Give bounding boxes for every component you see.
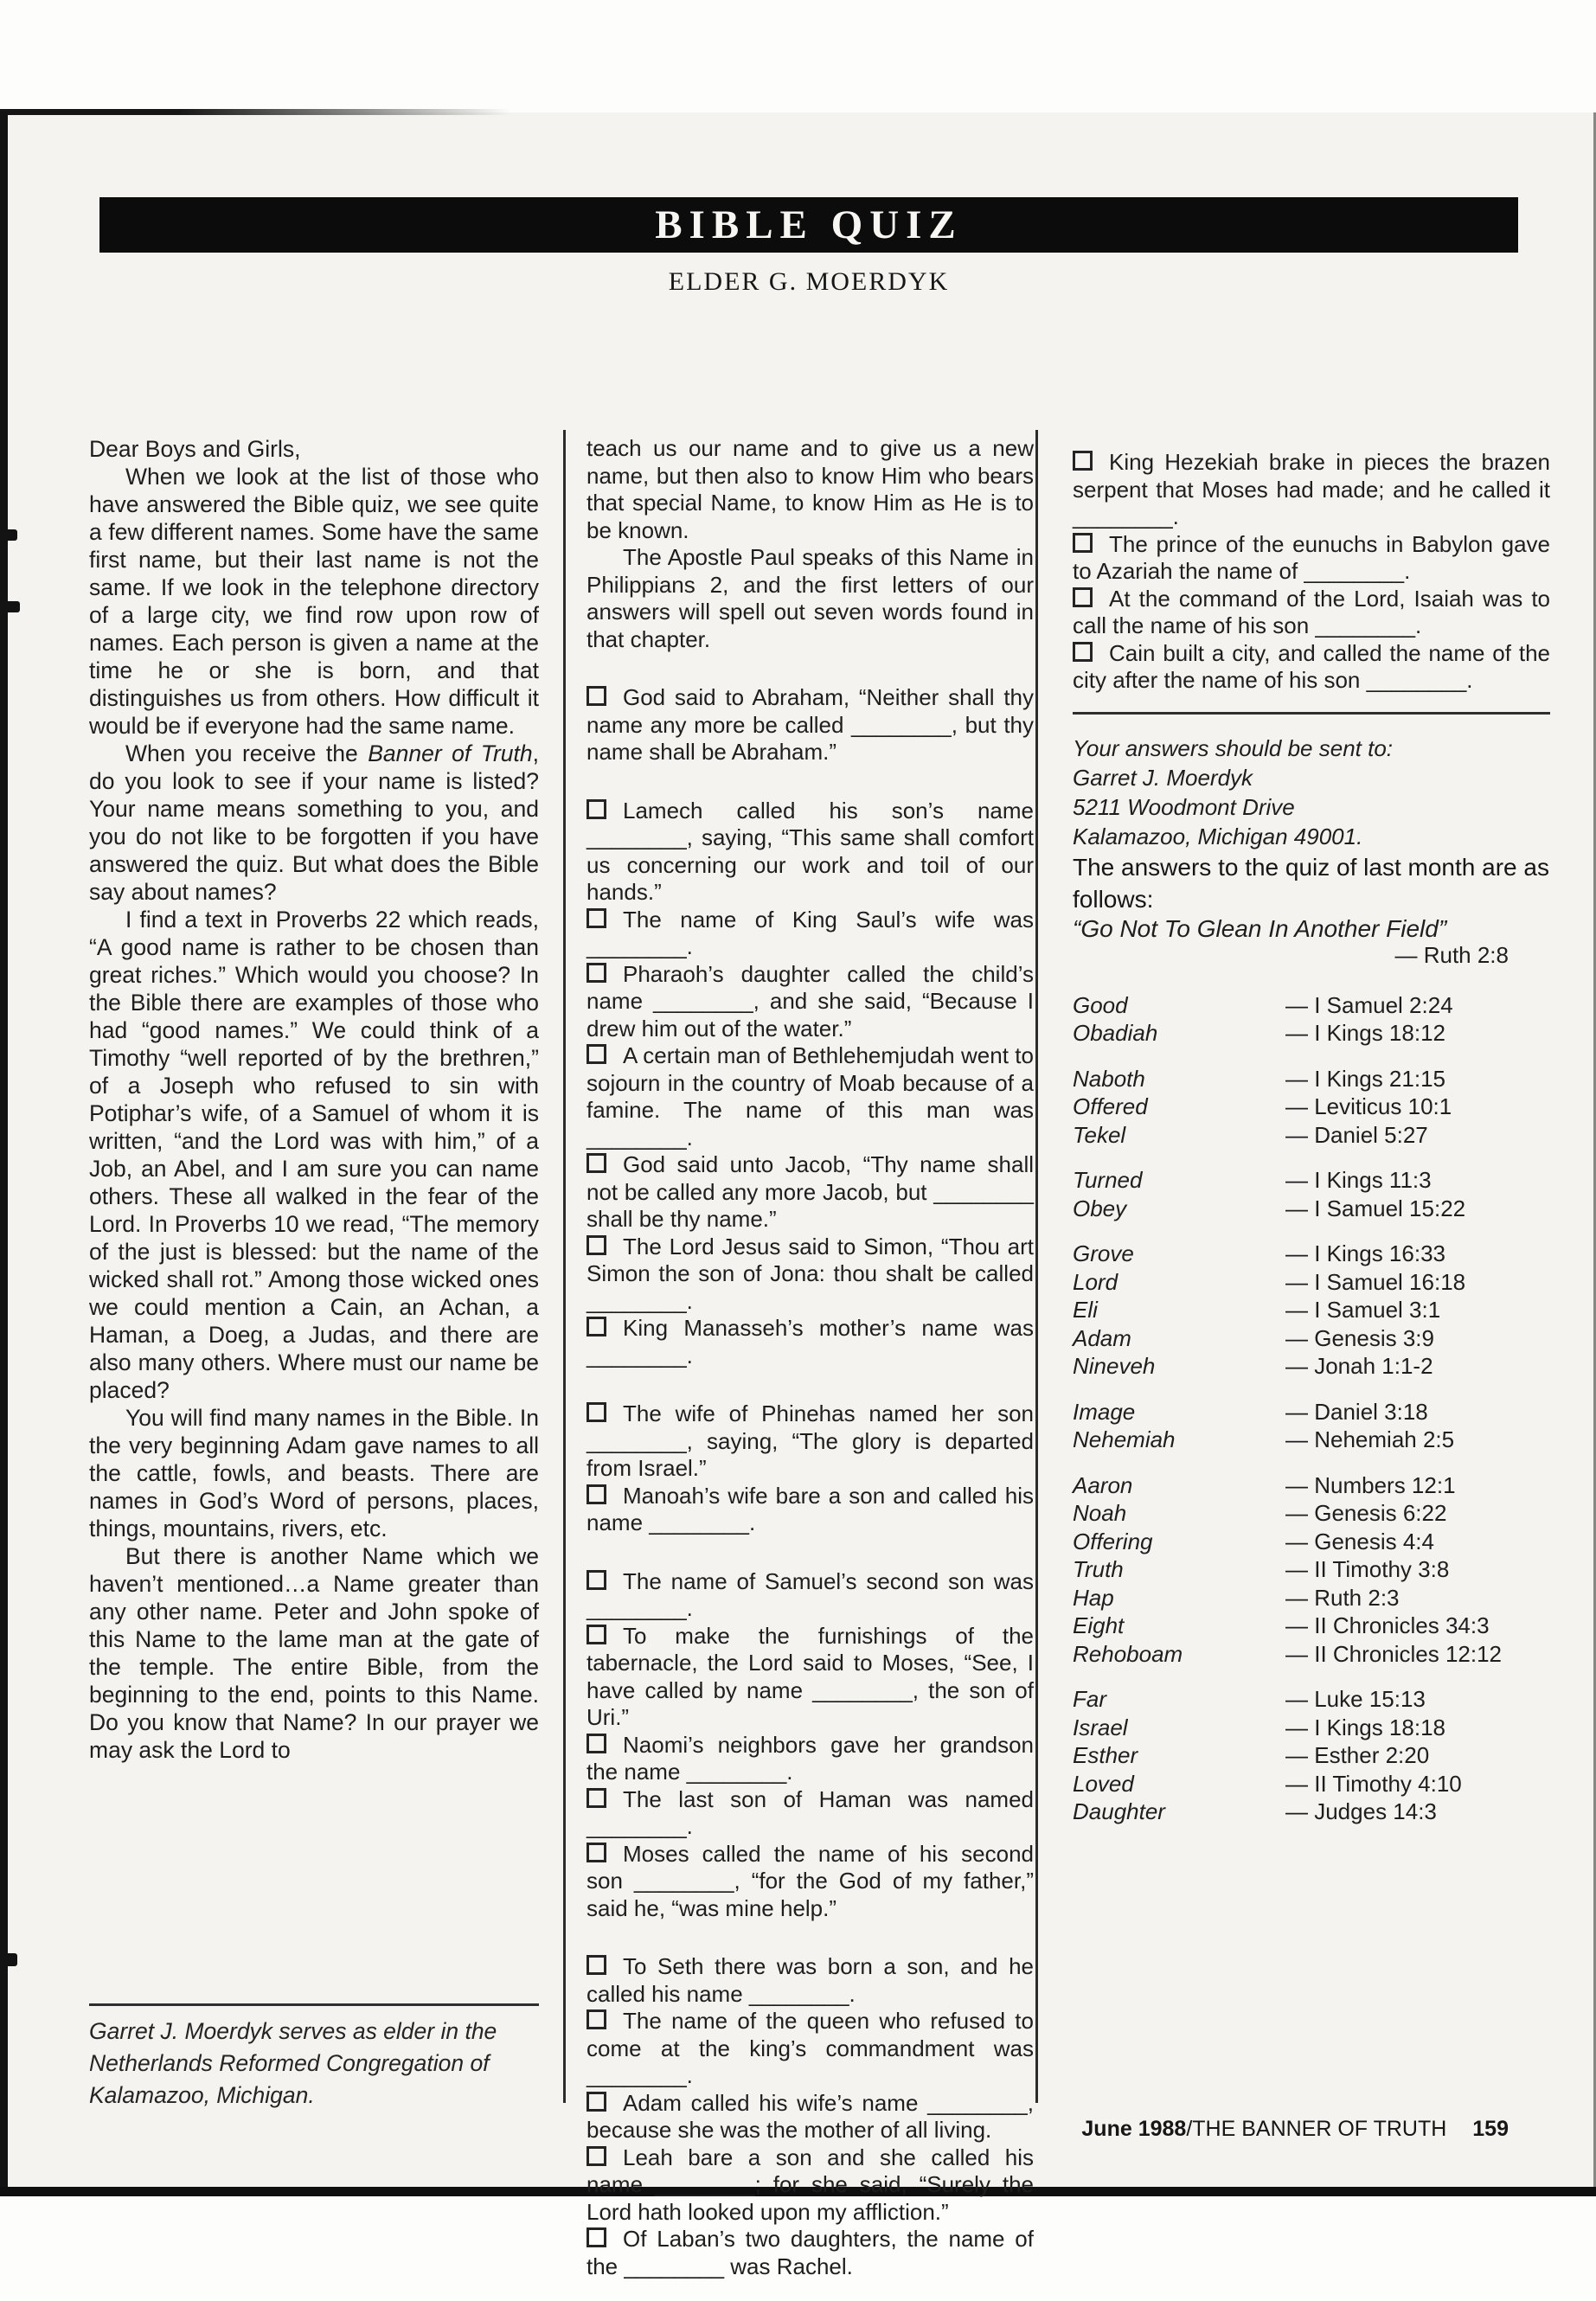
answer-row	[1073, 1612, 1550, 1641]
quiz-question	[586, 2144, 1034, 2227]
footnote-rule	[89, 2003, 539, 2006]
mailing-address	[1073, 734, 1550, 851]
question-text: At the command of the Lord, Isaiah was to call the name of his son ________.	[1073, 585, 1550, 638]
answer-row	[1073, 1325, 1550, 1354]
question-text: The name of the queen who refused to come at the king’s commandment was ________.	[586, 2008, 1034, 2088]
question-text: Of Laban’s two daughters, the name of the ________ was Rachel.	[586, 2226, 1034, 2279]
column-quiz-questions	[586, 435, 1034, 2280]
answer-word: Adam	[1073, 1324, 1131, 1351]
scan-mark	[0, 1953, 17, 1966]
paragraph-text: When you receive the	[125, 740, 369, 766]
quiz-question	[586, 1315, 1034, 1369]
question-text: To make the furnishings of the tabernacle, the Lord said to Moses, “See, I have called by name ________, the son of Uri.”	[586, 1622, 1034, 1730]
question-text: The Lord Jesus said to Simon, “Thou art Simon the son of Jona: thou shalt be called ________.	[586, 1233, 1034, 1314]
question-text: King Hezekiah brake in pieces the brazen serpent that Moses had made; and he called it ________.	[1073, 449, 1550, 529]
answer-row	[1073, 1020, 1550, 1048]
question-text: The wife of Phinehas named her son ________, saying, “The glory is departed from Israel.”	[586, 1400, 1034, 1481]
answer-row	[1073, 1122, 1550, 1150]
answer-word: Nineveh	[1073, 1353, 1156, 1379]
answer-word: Obey	[1073, 1195, 1127, 1221]
checkbox-icon[interactable]	[586, 799, 606, 819]
answer-reference: — Daniel 5:27	[1285, 1121, 1428, 1148]
paragraph-text: , do you look to see if your name is listed? Your name means something to you, and you do not like to be forgotten if you have answered the quiz. But what does the Bible say about names?	[89, 740, 540, 905]
page-footer	[1073, 2117, 1509, 2142]
answers-heading: The answers to the quiz of last month are as follows:	[1073, 853, 1549, 913]
question-text: The name of King Saul’s wife was ________.	[586, 906, 1034, 959]
answer-word: Tekel	[1073, 1121, 1126, 1148]
answer-word: Aaron	[1073, 1471, 1133, 1498]
answer-reference: — Judges 14:3	[1285, 1798, 1437, 1824]
answer-reference: — I Samuel 16:18	[1285, 1268, 1466, 1295]
quiz-question	[586, 961, 1034, 1043]
answer-row	[1073, 1093, 1550, 1122]
salutation: Dear Boys and Girls,	[89, 436, 301, 462]
answers-list	[1073, 992, 1550, 1827]
answer-reference: — II Timothy 3:8	[1285, 1556, 1450, 1582]
answer-reference: — I Kings 18:18	[1285, 1714, 1445, 1740]
question-text: The name of Samuel’s second son was ________.	[586, 1567, 1034, 1621]
answer-word: Grove	[1073, 1240, 1134, 1266]
answer-row	[1073, 1353, 1550, 1381]
answer-row	[1073, 1066, 1550, 1094]
question-text: God said to Abraham, “Neither shall thy name any more be called ________, but thy name shall be Abraham.”	[586, 684, 1034, 765]
question-text: Moses called the name of his second son ________, “for the God of my father,” said he, “was mine help.”	[586, 1840, 1034, 1921]
answer-reference: — II Timothy 4:10	[1285, 1770, 1462, 1797]
checkbox-icon[interactable]	[586, 1788, 606, 1808]
answer-word: Eight	[1073, 1612, 1125, 1638]
author-footnote: Garret J. Moerdyk serves as elder in the Netherlands Reformed Congregation of Kalamazoo, Michigan.	[89, 2018, 497, 2108]
scan-edge-left	[0, 111, 8, 2194]
answer-word: Offered	[1073, 1093, 1148, 1119]
checkbox-icon[interactable]	[586, 1044, 606, 1064]
answer-row	[1073, 1426, 1550, 1455]
answer-reference: — Leviticus 10:1	[1285, 1093, 1452, 1119]
answer-word: Truth	[1073, 1556, 1124, 1582]
quiz-question	[586, 798, 1034, 907]
street-address: 5211 Woodmont Drive	[1073, 793, 1295, 820]
quiz-question	[586, 1841, 1034, 1923]
answer-row	[1073, 1399, 1550, 1427]
quiz-question	[586, 684, 1034, 766]
checkbox-icon[interactable]	[586, 2146, 606, 2166]
question-text: To Seth there was born a son, and he called his name ________.	[586, 1953, 1034, 2007]
checkbox-icon[interactable]	[1073, 451, 1093, 471]
answer-reference: — I Samuel 2:24	[1285, 991, 1453, 1018]
recipient-name: Garret J. Moerdyk	[1073, 764, 1253, 791]
quiz-question	[586, 907, 1034, 961]
answer-reference: — Genesis 3:9	[1285, 1324, 1434, 1351]
quiz-question	[586, 1568, 1034, 1623]
question-text: Manoah’s wife bare a son and called his name ________.	[586, 1482, 1034, 1535]
answer-reference: — Esther 2:20	[1285, 1742, 1430, 1768]
question-text: Cain built a city, and called the name of the city after the name of his son ________.	[1073, 639, 1550, 693]
magazine-name: Banner of Truth	[368, 740, 533, 766]
answer-reference: — I Kings 11:3	[1285, 1167, 1432, 1193]
answer-row	[1073, 1472, 1550, 1501]
checkbox-icon[interactable]	[586, 908, 606, 928]
letter-paragraph	[89, 740, 539, 906]
answer-reference: — I Kings 18:12	[1285, 1020, 1445, 1046]
checkbox-icon[interactable]	[586, 2009, 606, 2029]
answer-reference: — Numbers 12:1	[1285, 1471, 1456, 1498]
answer-word: Good	[1073, 991, 1128, 1018]
answer-word: Israel	[1073, 1714, 1128, 1740]
answer-row	[1073, 1585, 1550, 1613]
answer-row	[1073, 1167, 1550, 1195]
column-letter	[89, 435, 539, 1764]
answer-row	[1073, 1641, 1550, 1670]
letter-paragraph: But there is another Name which we haven’t mentioned…a Name greater than any other name. Peter and John spoke of this Name to the lame man at the gate of the temple. The entire Bible, from the beginning to the end, points to this Name. Do you know that Name? In our prayer we may ask the Lord to	[89, 1543, 539, 1763]
quiz-question	[1073, 531, 1550, 586]
answer-row	[1073, 1269, 1550, 1298]
answer-word: Loved	[1073, 1770, 1134, 1797]
question-text: Lamech called his son’s name ________, saying, “This same shall comfort us concerning our work and toil of our hands.”	[586, 797, 1034, 905]
question-text: God said unto Jacob, “Thy name shall not be called any more Jacob, but ________ shall be thy name.”	[586, 1151, 1034, 1232]
city-address: Kalamazoo, Michigan 49001.	[1073, 823, 1363, 849]
answer-row	[1073, 1195, 1550, 1224]
quiz-question	[586, 1786, 1034, 1841]
quiz-question	[586, 2008, 1034, 2090]
checkbox-icon[interactable]	[586, 1317, 606, 1336]
checkbox-icon[interactable]	[586, 1843, 606, 1862]
answer-reference: — Luke 15:13	[1285, 1686, 1426, 1712]
question-text: A certain man of Bethlehemjudah went to sojourn in the country of Moab because of a famine. The name of this man was ________.	[586, 1042, 1034, 1150]
answer-row	[1073, 1715, 1550, 1743]
answer-word: Hap	[1073, 1584, 1114, 1611]
answer-row	[1073, 1529, 1550, 1557]
scan-mark	[0, 601, 20, 612]
send-to-label: Your answers should be sent to:	[1073, 734, 1394, 761]
question-text: Pharaoh’s daughter called the child’s name ________, and she said, “Because I drew him out of the water.”	[586, 960, 1034, 1042]
quiz-question	[586, 1483, 1034, 1537]
letter-paragraph: I find a text in Proverbs 22 which reads, “A good name is rather to be chosen than great riches.” Which would you choose? In the Bible there are examples of those who had “good names.” We could think of a Timothy “well reported of by the brethren,” of a Joseph who refused to sin with Potiphar’s wife, of a Samuel of whom it is written, “and the Lord was with him,” of a Job, an Abel, and I am sure you can name others. These all walked in the fear of the Lord. In Proverbs 10 we read, “The memory of the just is blessed: but the name of the wicked shall rot.” Among those wicked ones we could mention a Cain, an Achan, a Haman, a Doeg, a Judas, and there are also many others. Where must our name be placed?	[89, 907, 539, 1403]
quiz-question	[586, 1623, 1034, 1732]
answer-word: Esther	[1073, 1742, 1138, 1768]
quiz-question	[586, 2226, 1034, 2280]
section-rule	[1073, 712, 1550, 715]
answer-reference: — Ruth 2:3	[1285, 1584, 1400, 1611]
answer-row	[1073, 1798, 1550, 1827]
answer-word: Nehemiah	[1073, 1426, 1176, 1452]
question-text: Naomi’s neighbors gave her grandson the name ________.	[586, 1731, 1034, 1785]
column-divider	[1035, 430, 1038, 2103]
answer-reference: — Jonah 1:1-2	[1285, 1353, 1433, 1379]
byline: ELDER G. MOERDYK	[668, 267, 950, 296]
letter-paragraph: You will find many names in the Bible. In the very beginning Adam gave names to all the cattle, fowls, and beasts. There are names in God’s Word of persons, places, things, mountains, rivers, etc.	[89, 1405, 539, 1541]
column-answers	[1073, 435, 1550, 1827]
intro-paragraph: The Apostle Paul speaks of this Name in Philippians 2, and the first letters of our answers will spell out seven words found in that chapter.	[586, 544, 1034, 652]
answer-reference: — II Chronicles 34:3	[1285, 1612, 1490, 1638]
answer-reference: — Genesis 4:4	[1285, 1528, 1434, 1554]
answer-word: Obadiah	[1073, 1020, 1158, 1046]
scan-mark	[0, 529, 17, 541]
question-text: The prince of the eunuchs in Babylon gave to Azariah the name of ________.	[1073, 530, 1550, 584]
checkbox-icon[interactable]	[586, 1625, 606, 1644]
checkbox-icon[interactable]	[586, 2092, 606, 2112]
page-title: BIBLE QUIZ	[655, 202, 963, 247]
question-text: Leah bare a son and she called his name ________; for she said, “Surely the Lord hath looked upon my affliction.”	[586, 2144, 1034, 2225]
answer-word: Offering	[1073, 1528, 1153, 1554]
answer-reference: — II Chronicles 12:12	[1285, 1640, 1503, 1667]
quiz-question	[1073, 640, 1550, 695]
intro-paragraph: teach us our name and to give us a new name, but then also to know Him who bears that special Name, to know Him as He is to be known.	[586, 435, 1034, 543]
answer-word: Eli	[1073, 1297, 1098, 1323]
question-text: The last son of Haman was named ________.	[586, 1785, 1034, 1839]
quiz-question	[586, 1953, 1034, 2008]
answer-reference: — Daniel 3:18	[1285, 1398, 1428, 1425]
answer-reference: — Nehemiah 2:5	[1285, 1426, 1455, 1452]
answer-row	[1073, 1742, 1550, 1771]
letter-paragraph: When we look at the list of those who have answered the Bible quiz, we see quite a few different names. Some have the same first name, but their last name is not the same. If we look in the telephone directory of a large city, we find row upon row of names. Each person is given a name at the time he or she is born, and that distinguishes us from others. How difficult it would be if everyone had the same name.	[89, 464, 539, 739]
checkbox-icon[interactable]	[586, 1153, 606, 1173]
quiz-question	[586, 1042, 1034, 1151]
answer-row	[1073, 1556, 1550, 1585]
quiz-question	[586, 1732, 1034, 1786]
answer-word: Naboth	[1073, 1065, 1145, 1092]
checkbox-icon[interactable]	[586, 1484, 606, 1504]
answer-word: Turned	[1073, 1167, 1143, 1193]
answer-reference: — I Samuel 15:22	[1285, 1195, 1466, 1221]
checkbox-icon[interactable]	[1073, 642, 1093, 662]
checkbox-icon[interactable]	[586, 1570, 606, 1590]
answer-reference: — I Kings 21:15	[1285, 1065, 1445, 1092]
quiz-question	[586, 1400, 1034, 1483]
checkbox-icon[interactable]	[586, 1402, 606, 1422]
checkbox-icon[interactable]	[586, 686, 606, 706]
answer-word: Noah	[1073, 1500, 1127, 1526]
journal-name: /THE BANNER OF TRUTH	[1186, 2117, 1447, 2141]
answer-word: Image	[1073, 1398, 1136, 1425]
answer-row	[1073, 1297, 1550, 1325]
question-text: King Manasseh’s mother’s name was ________.	[586, 1315, 1034, 1368]
answer-row	[1073, 1500, 1550, 1529]
quiz-question	[1073, 449, 1550, 531]
answer-reference: — I Samuel 3:1	[1285, 1297, 1441, 1323]
answer-word: Far	[1073, 1686, 1106, 1712]
answer-word: Rehoboam	[1073, 1640, 1183, 1667]
answer-row	[1073, 1686, 1550, 1715]
checkbox-icon[interactable]	[586, 2227, 606, 2247]
quiz-question	[586, 1151, 1034, 1234]
last-month-quiz-title: “Go Not To Glean In Another Field”	[1073, 914, 1447, 942]
quiz-title-reference: — Ruth 2:8	[1394, 942, 1509, 968]
checkbox-icon[interactable]	[586, 1955, 606, 1975]
column-divider	[563, 430, 566, 2103]
quiz-question	[1073, 586, 1550, 640]
checkbox-icon[interactable]	[586, 963, 606, 983]
answer-word: Daughter	[1073, 1798, 1165, 1824]
quiz-question	[586, 2090, 1034, 2144]
answer-row	[1073, 992, 1550, 1021]
checkbox-icon[interactable]	[1073, 587, 1093, 607]
page-number: 159	[1472, 2117, 1509, 2141]
scan-edge-top	[0, 109, 510, 115]
answer-row	[1073, 1771, 1550, 1799]
answer-row	[1073, 1240, 1550, 1269]
answer-reference: — I Kings 16:33	[1285, 1240, 1445, 1266]
question-text: Adam called his wife’s name ________, because she was the mother of all living.	[586, 2089, 1034, 2143]
checkbox-icon[interactable]	[586, 1734, 606, 1753]
checkbox-icon[interactable]	[586, 1235, 606, 1255]
section-banner	[99, 197, 1518, 253]
checkbox-icon[interactable]	[1073, 533, 1093, 553]
quiz-question	[586, 1234, 1034, 1316]
answer-reference: — Genesis 6:22	[1285, 1500, 1447, 1526]
issue-date: June 1988	[1081, 2117, 1187, 2141]
answer-word: Lord	[1073, 1268, 1118, 1295]
